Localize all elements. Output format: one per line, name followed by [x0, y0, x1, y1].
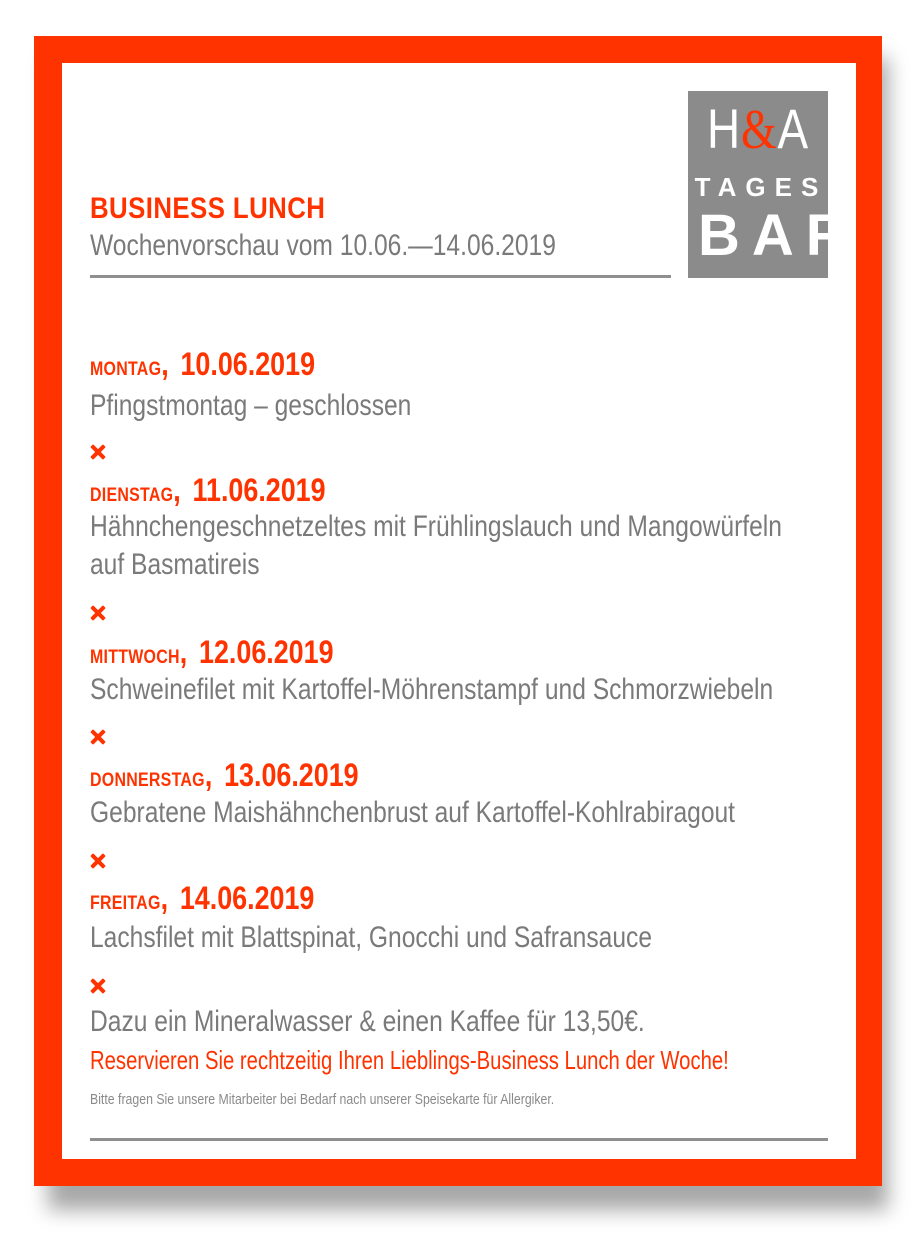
day-name: FREITAG	[90, 893, 161, 914]
day-separator: ,	[179, 634, 188, 670]
dish-monday	[90, 387, 411, 425]
day-heading-thursday	[90, 757, 359, 794]
logo-ha-wordmark	[701, 99, 816, 160]
x-mark-icon	[90, 605, 106, 621]
day-separator: ,	[161, 346, 169, 382]
day-date: 11.06.2019	[192, 472, 326, 508]
dish-friday	[90, 919, 652, 957]
dish-line: Pfingstmontag – geschlossen	[90, 389, 412, 422]
logo-ampersand: &	[740, 99, 778, 161]
day-heading-tuesday	[90, 472, 326, 509]
day-name: DONNERSTAG	[90, 770, 205, 791]
dish-thursday	[90, 794, 735, 832]
dish-line: Hähnchengeschnetzeltes mit Frühlingslauch und Mangowürfeln	[90, 510, 782, 543]
x-mark-icon	[90, 978, 106, 994]
allergy-note: Bitte fragen Sie unsere Mitarbeiter bei Bedarf nach unserer Speisekarte für Allergiker.	[90, 1091, 555, 1108]
day-heading-friday	[90, 880, 314, 917]
day-date: 14.06.2019	[179, 880, 315, 916]
day-date: 10.06.2019	[180, 346, 316, 382]
x-mark-icon	[90, 729, 106, 745]
logo-a: A	[777, 97, 809, 160]
logo-tages: TAGES	[694, 172, 828, 202]
dish-line: auf Basmatireis	[90, 548, 260, 581]
dish-line: Lachsfilet mit Blattspinat, Gnocchi und Safransauce	[90, 921, 653, 954]
x-mark-icon	[90, 444, 106, 460]
day-name: MONTAG	[90, 359, 162, 380]
week-subtitle: Wochenvorschau vom 10.06.—14.06.2019	[90, 229, 556, 262]
page-title: BUSINESS LUNCH	[90, 192, 326, 225]
day-heading-monday	[90, 346, 315, 383]
ha-tagesbar-logo	[688, 91, 860, 278]
day-heading-wednesday	[90, 634, 334, 671]
header-divider	[90, 275, 671, 278]
logo-bar: BAR	[698, 203, 860, 268]
day-separator: ,	[204, 757, 213, 793]
dish-line: Gebratene Maishähnchenbrust auf Kartoffel-Kohlrabiragout	[90, 796, 736, 829]
x-mark-icon	[90, 853, 106, 869]
day-name: MITTWOCH	[90, 647, 180, 668]
day-date: 13.06.2019	[224, 757, 359, 793]
logo-h: H	[707, 97, 741, 160]
dish-line: Schweinefilet mit Kartoffel-Möhrenstampf und Schmorzwiebeln	[90, 673, 774, 706]
lunch-offer-text: Dazu ein Mineralwasser & einen Kaffee für 13,50€.	[90, 1005, 645, 1038]
day-name: DIENSTAG	[90, 485, 174, 506]
dish-tuesday	[90, 508, 782, 584]
dish-wednesday	[90, 671, 773, 709]
day-separator: ,	[160, 880, 169, 916]
day-separator: ,	[173, 472, 181, 508]
day-date: 12.06.2019	[199, 634, 334, 670]
reservation-note: Reservieren Sie rechtzeitig Ihren Lieblings-Business Lunch der Woche!	[90, 1045, 729, 1075]
footer-divider	[90, 1138, 828, 1141]
